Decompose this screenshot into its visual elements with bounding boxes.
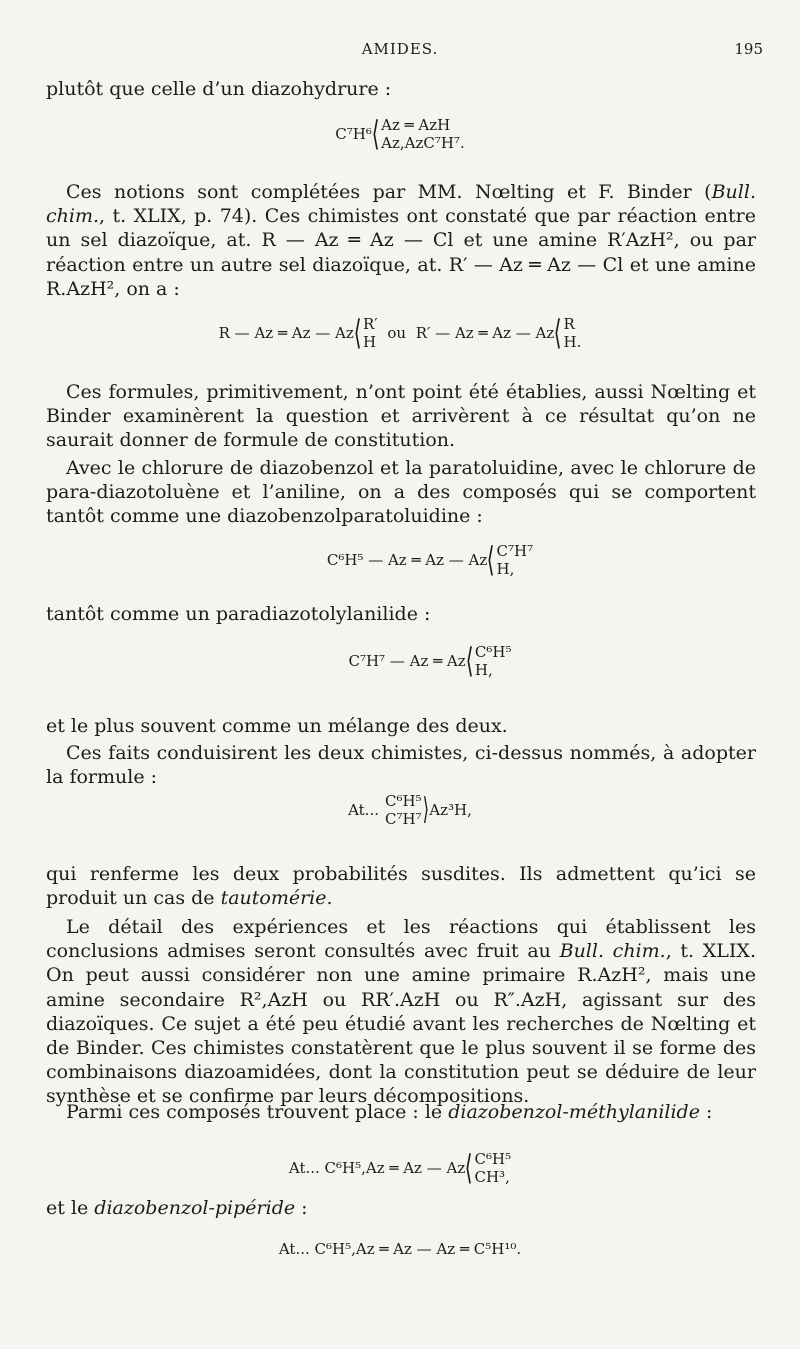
term-tautomerie: tautomérie <box>220 887 327 910</box>
formula-diazobenzolparatoluidine: C⁶H⁵ — Az ═ Az — Az ⟨ C⁷H⁷ H, <box>326 540 534 580</box>
paragraph-melange: et le plus souvent comme un mélange des deux. <box>46 715 508 737</box>
formula-paradiazotolylanilide: C⁷H⁷ — Az ═ Az ⟨ C⁶H⁵ H, <box>348 641 512 681</box>
paragraph-parmi: Parmi ces composés trouvent place : le diazobenzol-méthylanilide : <box>66 1101 713 1123</box>
paragraph-formules: Ces formules, primitivement, n’ont point été établies, aussi Nœlting et Binder examinèrent la question et arrivèrent à ce résultat qu’on ne saurait donner de formule de constitution. <box>46 381 756 452</box>
running-header <box>0 40 800 64</box>
paragraph-intro: plutôt que celle d’un diazohydrure : <box>46 78 392 100</box>
brace-symbol: ⟨ <box>371 114 380 154</box>
running-title: AMIDES. <box>361 40 439 58</box>
formula-bottom: Az,AzC⁷H⁷. <box>381 134 465 152</box>
paragraph-piperide: et le diazobenzol-pipéride : <box>46 1197 308 1219</box>
citation: Bull. chim. <box>559 940 666 963</box>
formula-tautomere: At... C⁶H⁵ C⁷H⁷ ⟩ Az³H, <box>348 792 472 828</box>
paragraph-faits: Ces faits conduisirent les deux chimistes, ci-dessus nommés, à adopter la formule : <box>46 742 756 789</box>
term-methylanilide: diazobenzol-méthylanilide <box>448 1101 700 1123</box>
paragraph-noelting-binder: Ces notions sont complétées par MM. Nœlting et F. Binder (Bull. chim., t. XLIX, p. 74). Ces chimistes ont constaté que par réaction entre un sel diazoïque, at. R — Az ═ Az — Cl et une amine R′AzH², ou par réaction entre un autre sel diazoïque, at. R′ — Az ═ Az — Cl et une amine R.AzH², on a : <box>46 181 756 300</box>
paragraph-chlorure: Avec le chlorure de diazobenzol et la paratoluidine, avec le chlorure de para-diazotoluène et l’aniline, on a des composés qui se comportent tantôt comme une diazobenzolparatoluidine : <box>46 457 756 528</box>
formula-methylanilide: At... C⁶H⁵,Az ═ Az — Az ⟨ C⁶H⁵ CH³, <box>288 1148 512 1188</box>
formula-top: Az ═ AzH <box>381 116 451 134</box>
paragraph-tautomerie: qui renferme les deux probabilités susdites. Ils admettent qu’ici se produit un cas de tautomérie. <box>46 863 756 910</box>
formula-r-az: R — Az ═ Az — Az ⟨ R′ H ou R′ — Az ═ Az — Az ⟨ R H. <box>218 313 582 353</box>
citation: Bull. chim. <box>46 181 756 228</box>
formula-diazohydrure <box>0 116 800 152</box>
paragraph-detail: Le détail des expériences et les réactions qui établissent les conclusions admises seront consultés avec fruit au Bull. chim., t. XLIX. On peut aussi considérer non une amine primaire R.AzH², mais une amine secondaire R²,AzH ou RR′.AzH ou R″.AzH, agissant sur des diazoïques. Ce sujet a été peu étudié avant les recherches de Nœlting et de Binder. Ces chimistes constatèrent que le plus souvent il se forme des combinaisons diazoamidées, dont la constitution peut se déduire de leur synthèse et se confirme par leurs décompositions. <box>46 916 756 1108</box>
page-number: 195 <box>734 40 763 58</box>
term-piperide: diazobenzol-pipéride <box>94 1197 296 1219</box>
formula-left: C⁷H⁶ <box>335 125 372 143</box>
paragraph-tantot: tantôt comme un paradiazotolylanilide : <box>46 603 431 625</box>
formula-piperide: At... C⁶H⁵,Az ═ Az — Az ═ C⁵H¹⁰. <box>278 1240 522 1258</box>
